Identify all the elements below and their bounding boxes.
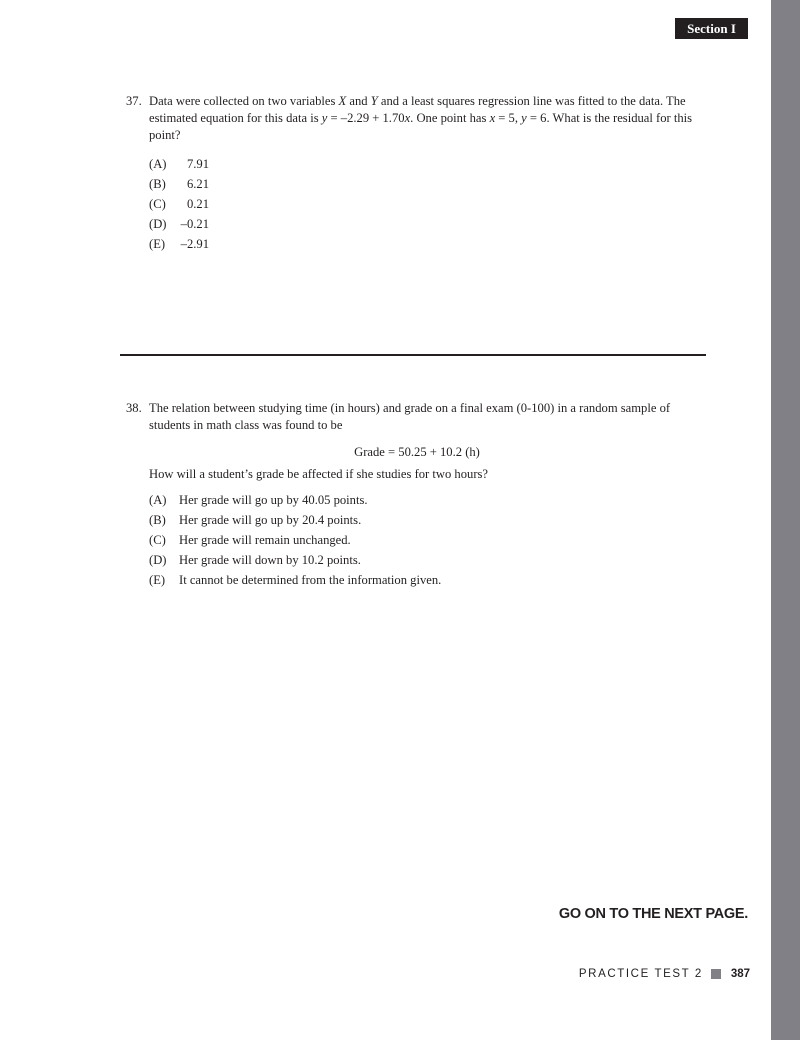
choice-letter: (E) [149, 237, 166, 251]
choice-text: –2.91 [180, 237, 209, 251]
choice-text: It cannot be determined from the information given. [179, 573, 442, 587]
question-37 [126, 93, 708, 254]
stem-text: = –2.29 + 1.70 [327, 111, 405, 125]
section-badge: Section I [675, 18, 748, 39]
choice-letter: (D) [149, 217, 167, 231]
choice-text: Her grade will remain unchanged. [179, 533, 351, 547]
choice-letter: (B) [149, 513, 166, 527]
choice-letter: (A) [149, 493, 167, 507]
stem-var: x [489, 111, 496, 125]
stem-text: and a least squares regression line was fitted to the data. The estimated equation for this data is [149, 94, 686, 125]
choice-letter: (B) [149, 177, 166, 191]
go-on-notice: GO ON TO THE NEXT PAGE. [558, 906, 748, 922]
question-prompt: How will a student’s grade be affected if she studies for two hours? [149, 467, 489, 481]
stem-var: x [404, 111, 411, 125]
choice-letter: (E) [149, 573, 166, 587]
choice-letter: (C) [149, 533, 166, 547]
page-footer [579, 968, 750, 980]
question-stem: The relation between studying time (in hours) and grade on a final exam (0-100) in a random sample of students in math class was found to be [149, 401, 671, 432]
page-edge-tab [771, 0, 800, 1040]
divider-rule [120, 354, 706, 356]
choice-text: Her grade will go up by 20.4 points. [179, 513, 362, 527]
square-separator-icon [711, 969, 721, 979]
equation: Grade = 50.25 + 10.2 (h) [354, 445, 480, 459]
choice-letter: (A) [149, 157, 167, 171]
choice-c [149, 194, 708, 214]
choice-d [149, 214, 708, 234]
choice-a [149, 154, 708, 174]
choice-b [149, 510, 708, 530]
answer-choices [149, 490, 708, 590]
answer-choices [149, 154, 708, 254]
choice-text: 0.21 [186, 197, 209, 211]
choice-letter: (C) [149, 197, 166, 211]
choice-b [149, 174, 708, 194]
choice-text: 6.21 [186, 177, 209, 191]
choice-text: Her grade will go up by 40.05 points. [179, 493, 368, 507]
choice-letter: (D) [149, 553, 167, 567]
stem-var: Y [370, 94, 378, 108]
stem-text: = 6. What is the residual for this point? [149, 111, 693, 142]
choice-e [149, 570, 708, 590]
stem-text: and [346, 94, 371, 108]
question-number: 38. [126, 401, 142, 415]
choice-text: Her grade will down by 10.2 points. [179, 553, 361, 567]
stem-var: X [338, 94, 347, 108]
choice-a [149, 490, 708, 510]
question-number: 37. [126, 94, 142, 108]
stem-text: . One point has [410, 111, 490, 125]
page-number: 387 [730, 968, 750, 980]
stem-text: Data were collected on two variables [149, 94, 339, 108]
stem-var: y [521, 111, 527, 125]
choice-text: 7.91 [186, 157, 209, 171]
choice-text: –0.21 [180, 217, 209, 231]
question-38 [126, 400, 708, 590]
question-stem [149, 93, 708, 144]
test-name: PRACTICE TEST 2 [578, 968, 703, 980]
choice-e [149, 234, 708, 254]
choice-c [149, 530, 708, 550]
stem-var: y [321, 111, 328, 125]
choice-d [149, 550, 708, 570]
stem-text: = 5, [495, 111, 522, 125]
